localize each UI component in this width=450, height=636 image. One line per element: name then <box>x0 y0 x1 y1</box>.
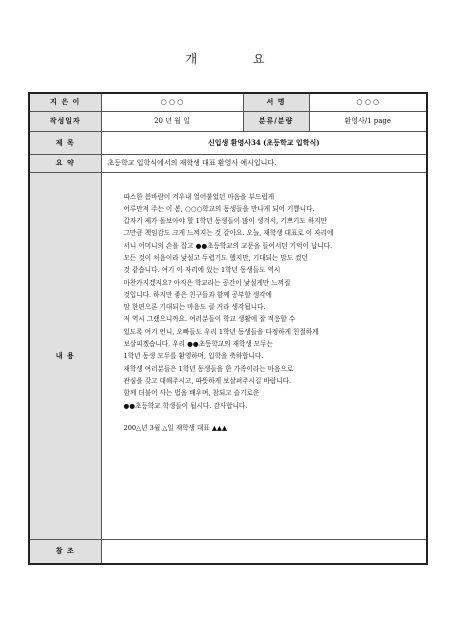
content-line: 관심을 갖고 대해주시고, 따뜻하게 보살펴주시길 바랍니다. <box>123 376 292 385</box>
content-line: 재학생 여러분들은 1학년 동생들을 한 가족이라는 마음으로 <box>123 364 294 373</box>
reviewer-label: 서 명 <box>243 93 309 111</box>
author-value: ○ ○ ○ <box>101 93 243 111</box>
content-label: 내 용 <box>29 172 101 539</box>
content-line: 맘 한편으론 기대되는 마음도 클 거라 생각됩니다. <box>123 303 266 312</box>
content-line: 보살피겠습니다. 우리 ●●초등학교의 재학생 모두는 <box>123 340 273 349</box>
content-line: 것입니다. 하지만 좋은 친구들과 함께 공부할 생각에 <box>123 290 272 299</box>
date-label: 작성일자 <box>29 111 101 131</box>
content-line: ●●초등학교 학생들이 됩시다. 감사합니다. <box>123 401 248 410</box>
content-body <box>101 172 427 539</box>
date-row <box>29 111 427 131</box>
page-title: 개 요 <box>185 52 291 66</box>
content-spacer <box>124 412 419 422</box>
content-line: 1학년 동생 모두를 환영하며, 입학을 축하합니다. <box>123 352 264 361</box>
author-row <box>29 93 427 111</box>
content-line: 함께 더불어 사는 법을 배우며, 참되고 슬기로운 <box>123 389 260 398</box>
content-line: 갑자기 제가 돌보아야 할 1학년 동생들이 많이 생겨서, 기쁘기도 하지만 <box>123 217 328 226</box>
content-line: 저 역시 그랬으니까요. 여러분들이 학교 생활에 잘 적응할 수 <box>123 315 296 324</box>
date-value: 20 년 월 일 <box>101 111 243 131</box>
content-line: 어루만져 주는 이 봄, ○○○학교의 동생들을 만나게 되어 기쁩니다. <box>123 204 315 213</box>
author-label: 지 은 이 <box>29 93 101 111</box>
content-line: 것 같습니다. 여기 이 자리에 있는 1학년 동생들도 역시 <box>123 266 281 275</box>
summary-text: 초등학교 입학식에서의 재학생 대표 환영사 예시입니다. <box>101 154 427 172</box>
reviewer-value: ○ ○ ○ <box>309 93 427 111</box>
content-line: 그만큼 책임감도 크게 느껴지는 것 같아요. 오늘, 재학생 대표로 이 자리에 <box>123 229 334 238</box>
summary-label: 요 약 <box>29 154 101 172</box>
document-title: 신입생 환영사34 (초등학교 입학식) <box>101 131 427 154</box>
content-line: 있도록 여기 언니, 오빠들도 우리 1학년 동생들을 다정하게 친절하게 <box>123 327 319 336</box>
title-label: 제 목 <box>29 131 101 154</box>
reference-value <box>101 539 427 564</box>
reference-row <box>29 539 427 564</box>
content-row <box>29 172 427 539</box>
content-line: 서니 어머니의 손을 잡고 ●●초등학교의 교문을 들어서던 기억이 납니다. <box>123 241 333 250</box>
title-row <box>29 131 427 154</box>
category-label: 분류/분량 <box>243 111 309 131</box>
signature-line: 200△년 3월 △일 재학생 대표 ▲▲▲ <box>123 423 228 432</box>
content-line: 따스한 봄바람이 겨우내 얼어붙었던 마음을 부드럽게 <box>123 192 275 201</box>
content-line: 마찬가지겠지요? 아직은 학교라는 공간이 낯설게만 느껴질 <box>123 278 291 287</box>
document-summary-form <box>28 92 428 565</box>
content-line: 모든 것이 처음이라 낯설고 두렵기도 했지만, 기대되는 맘도 컸던 <box>123 253 308 262</box>
reference-label: 참 조 <box>29 539 101 564</box>
summary-row <box>29 154 427 172</box>
category-value: 환영사/1 page <box>309 111 427 131</box>
